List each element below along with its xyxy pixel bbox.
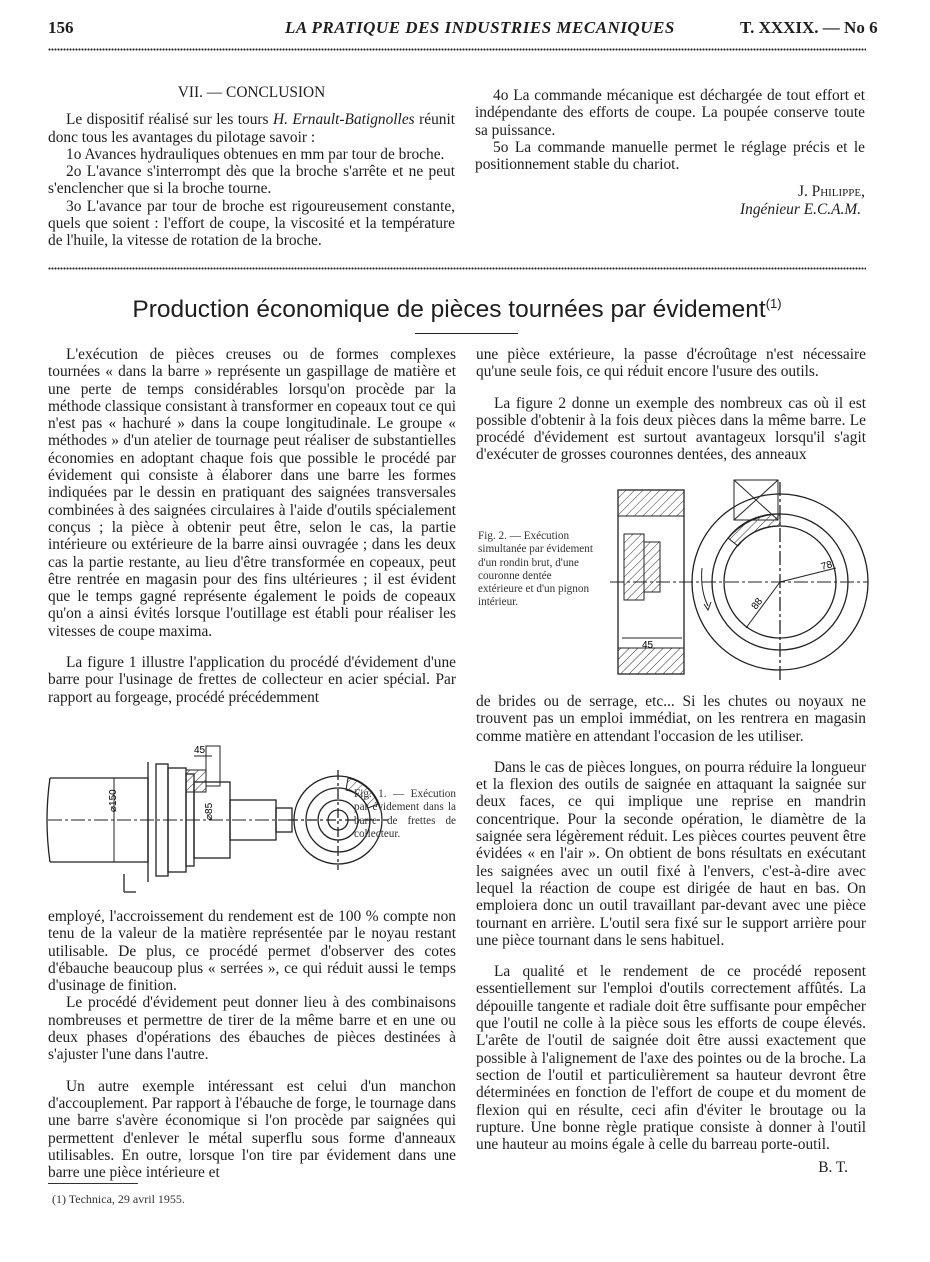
article-paragraph: une pièce extérieure, la passe d'écroûtage n'est nécessaire qu'une seule fois, ce qui réduit encore l'usure des outils.: [476, 346, 866, 381]
article-paragraph: de brides ou de serrage, etc... Si les chutes ou noyaux ne trouvent pas un emploi immédiat, on les rentrera en magasin comme matière en attendant l'occasion de les utiliser.: [476, 693, 866, 745]
figure-1-tool: [206, 746, 220, 786]
article-signature: B. T.: [818, 1159, 848, 1177]
conclusion-point-2: 2o L'avance s'interrompt dès que la broche s'arrête et ne peut s'enclencher que si la broche tourne.: [48, 163, 455, 198]
figure-2-dim-45: 45: [642, 640, 654, 651]
figure-1-tool-hatch: [186, 770, 206, 792]
figure-1-bar: [47, 762, 292, 892]
article-title: Production économique de pièces tournées par évidement$^{(1)}$: [132, 296, 782, 324]
figure-2-drawing: [610, 472, 868, 688]
conclusion-signature-title: Ingénieur E.C.A.M.: [740, 200, 861, 218]
figure-2-hatch-core: [644, 542, 660, 592]
article-paragraph: La qualité et le rendement de ce procédé reposent essentiellement sur l'emploi d'outils correctement affûtés. La dépouille tangente et radiale doit être suffisante pour empêcher que l'outil ne colle à la pièce sous les efforts de coupe élevés. L'arête de l'outil de saignée doit être aussi exactement que possible à l'alignement de l'axe des pointes ou de la broche. La section de l'outil et particulièrement sa hauteur devront être déterminées en fonction de l'effort de coupe et du moment de flexion qui en résulte, ceci afin d'éviter le broutage ou la rupture. Une bonne règle pratique consiste à donner à l'outil une hauteur au moins égale à celle du barreau porte-outil.: [476, 963, 866, 1154]
section-rule: [48, 266, 866, 271]
figure-1-caption: Fig. 1. — Exécution par évidement dans la barre de frettes de collecteur.: [354, 788, 456, 840]
volume-number: T. XXXIX. — No 6: [740, 18, 878, 37]
article-paragraph: Dans le cas de pièces longues, on pourra réduire la longueur et la flexion des outils de saignée en attaquant la saignée sur deux faces, ce qui implique une reprise en mandrin concentrique. Pour la seconde opération, le diamètre de la saignée sera légèrement réduit. Les pièces courtes peuvent être évidées « en l'air ». On obtient de bons résultats en exécutant les saignées avec un outil fixé à l'envers, c'est-à-dire avec lequel la réaction de coupe est dirigée de haut en bas. On emploiera donc un outil travaillant par-devant avec une pièce tournant en arrière. L'outil sera fixé sur le support arrière pour une pièce tournant dans le sens habituel.: [476, 758, 866, 949]
conclusion-point-5: 5o La commande manuelle permet le réglage précis et le positionnement stable du chariot.: [475, 138, 865, 174]
footnote: (1) Technica, 29 avril 1955.: [52, 1192, 185, 1206]
conclusion-point-4: 4o La commande mécanique est déchargée de tout effort et indépendante des efforts de coupe. La poupée conserve toute sa puissance.: [475, 87, 865, 139]
article-paragraph: Un autre exemple intéressant est celui d'un manchon d'accouplement. Par rapport à l'ébauche de forge, le tournage dans une barre s'avère économique si l'on procède par saignées qui permettent d'enlever le métal superflu sous forme d'anneaux utilisables. En outre, lorsque l'on tire par évidement dans une barre une pièce intérieure et: [48, 1077, 456, 1182]
title-underline: [415, 333, 518, 334]
journal-title: LA PRATIQUE DES INDUSTRIES MECANIQUES: [285, 18, 675, 37]
figure-1-dim-85: ⌀85: [204, 802, 215, 820]
figure-2-dim-88: 88: [749, 596, 766, 612]
article-paragraph: Le procédé d'évidement peut donner lieu à des combinaisons nombreuses et permettre de tirer de la même barre et en une ou deux phases d'opérations des ébauches de pièces destinées à s'ajuster l'une dans l'autre.: [48, 994, 456, 1064]
article-right-column-top: [476, 346, 866, 464]
article-left-column-bottom: [48, 908, 456, 1181]
conclusion-intro: Le dispositif réalisé sur les tours H. Ernault-Batignolles réunit donc tous les avantages du pilotage savoir :: [48, 111, 456, 146]
figure-2-hatch-bottom: [618, 648, 684, 674]
page-number: 156: [48, 18, 74, 37]
article-paragraph: employé, l'accroissement du rendement est de 100 % compte non tenu de la valeur de la matière représentée par le noyau restant utilisable. De plus, ce procédé permet d'observer des cotes d'ébauche beaucoup plus « serrées », ce qui réduit aussi le temps d'usinage de finition.: [48, 908, 456, 995]
article-paragraph: La figure 2 donne un exemple des nombreux cas où il est possible d'obtenir à la fois deux pièces dans la même barre. Le procédé d'évidement est surtout avantageux lorsqu'il s'agit d'exécuter de grosses couronnes dentées, des anneaux: [476, 394, 866, 464]
figure-2-dim-78: 78: [819, 559, 834, 573]
figure-2-hatch-top: [618, 490, 684, 516]
article-right-column-bottom: [476, 693, 866, 1177]
article-left-column-top: [48, 346, 456, 706]
header-rule: [48, 47, 866, 52]
figure-1-dim-150: ⌀150: [108, 789, 119, 812]
figure-2-rotation-arrow: [702, 568, 708, 606]
conclusion-left-column: [48, 84, 456, 250]
article-paragraph: La figure 1 illustre l'application du procédé d'évidement d'une barre pour l'usinage de frettes de collecteur en acier spécial. Par rapport au forgeage, procédé précédemment: [48, 654, 456, 706]
article-paragraph: L'exécution de pièces creuses ou de formes complexes tournées « dans la barre » représente un gaspillage de matière et une perte de temps considérables lorsqu'on procède par la méthode classique consistant à transformer en copeaux tout ce qui n'est pas « hachuré » dans la coupe longitudinale. Le groupe « méthodes » d'un atelier de tournage peut réaliser de substantielles économies en adoptant chaque fois que possible le procédé par évidement qui consiste à élaborer dans une barre les formes indiquées par le dessin en pratiquant des saignées transversales combinées à des saignées circulaires à l'aide d'outils spécialement conçus ; la pièce à obtenir peut être, selon le cas, la partie intérieure ou extérieure de la barre ainsi ouvragée ; dans les deux cas la partie restante, au lieu d'être transformée en copeaux, peut être rentrée en magasin pour des fins ultérieures ; il est évident que le temps gagné représente également le poids de copeaux qu'on a ainsi évités lorsque l'outillage est établi pour réaliser les vitesses de coupe maxima.: [48, 346, 456, 640]
figure-1-dim-45: 45: [194, 745, 206, 756]
conclusion-point-1: 1o Avances hydrauliques obtenues en mm par tour de broche.: [66, 145, 445, 163]
footnote-rule: [48, 1183, 138, 1184]
figure-2-hatch-pinion: [624, 534, 644, 600]
conclusion-right-column: [475, 87, 865, 218]
figure-2-caption: Fig. 2. — Exécution simultanée par évidement d'un rondin brut, d'une couronne dentée extérieure et d'un pignon intérieur.: [478, 530, 593, 609]
conclusion-signature: J. Philippe,: [797, 183, 865, 201]
conclusion-point-3: 3o L'avance par tour de broche est rigoureusement constante, quels que soient : l'effort de coupe, la viscosité et la température de l'huile, la vitesse de rotation de la broche.: [48, 197, 455, 250]
conclusion-heading: VII. — CONCLUSION: [177, 84, 326, 101]
